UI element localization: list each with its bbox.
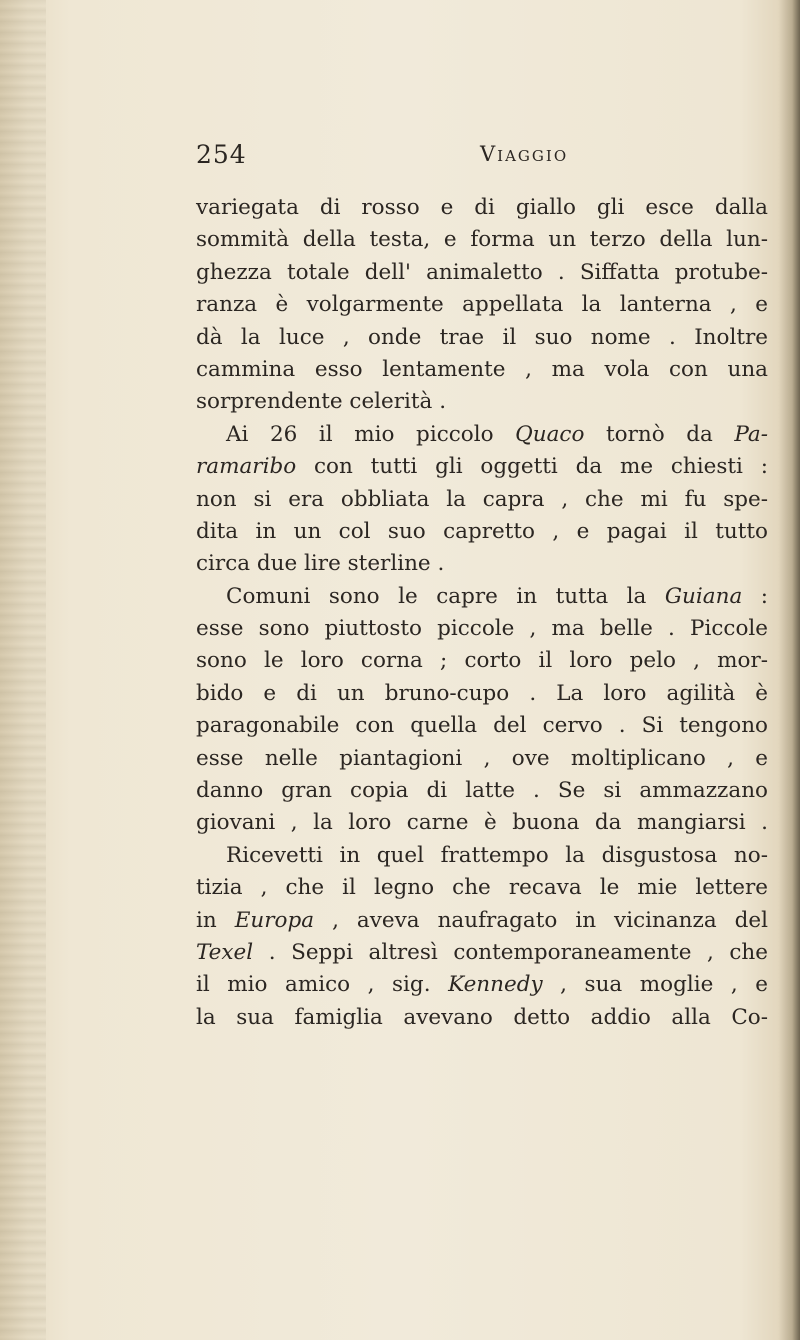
text-line (196, 548, 768, 580)
text-line (196, 678, 768, 710)
text-span: circa due lire sterline . (196, 551, 445, 577)
page-number: 254 (196, 140, 247, 169)
text-span: , sua moglie , e (542, 972, 768, 998)
italic-text: Quaco (515, 421, 585, 447)
italic-text: ramaribo (196, 454, 297, 480)
text-line (196, 905, 768, 937)
text-span: esse sono piuttosto piccole , ma belle . Piccole (196, 616, 768, 642)
text-line (196, 354, 768, 386)
text-line (196, 322, 768, 354)
text-line (196, 419, 768, 451)
italic-text: Pa- (734, 421, 768, 447)
text-span: il mio amico , sig. (196, 972, 449, 998)
text-line (196, 613, 768, 645)
text-span: sono le loro corna ; corto il loro pelo , mor- (196, 648, 768, 674)
text-span: giovani , la loro carne è buona da mangiarsi . (196, 810, 768, 836)
text-line (196, 807, 768, 839)
text-span: bido e di un bruno-cupo . La loro agilità è (196, 680, 768, 706)
text-line (196, 840, 768, 872)
text-span: Comuni sono le capre in tutta la (226, 583, 665, 609)
running-head: Viaggio (480, 142, 569, 166)
text-line (196, 937, 768, 969)
text-line (196, 484, 768, 516)
page-header (196, 140, 756, 180)
text-line (196, 386, 768, 418)
text-span: non si era obbliata la capra , che mi fu spe- (196, 486, 768, 512)
text-span: : (742, 583, 769, 609)
text-span: la sua famiglia avevano detto addio alla Co- (196, 1004, 768, 1030)
text-line (196, 872, 768, 904)
text-span: con tutti gli oggetti da me chiesti : (296, 454, 768, 480)
page-edge-shadow (778, 0, 800, 1340)
text-span: Ricevetti in quel frattempo la disgustosa no- (226, 842, 768, 868)
text-span: variegata di rosso e di giallo gli esce dalla (196, 195, 768, 220)
text-line (196, 775, 768, 807)
italic-text: Kennedy (448, 972, 543, 998)
text-line (196, 743, 768, 775)
text-span: Ai 26 il mio piccolo (226, 421, 516, 447)
body-text (196, 192, 768, 1034)
text-span: sommità della testa, e forma un terzo della lun- (196, 227, 768, 253)
text-line (196, 969, 768, 1001)
page-gutter-shadow (0, 0, 46, 1340)
text-span: esse nelle piantagioni , ove moltiplicano , e (196, 745, 768, 771)
text-span: tornò da (584, 421, 735, 447)
text-line (196, 1002, 768, 1034)
text-line (196, 192, 768, 224)
text-line (196, 451, 768, 483)
text-line (196, 581, 768, 613)
text-span: paragonabile con quella del cervo . Si tengono (196, 713, 768, 739)
text-line (196, 710, 768, 742)
text-span: tizia , che il legno che recava le mie lettere (196, 875, 768, 901)
text-line (196, 516, 768, 548)
text-line (196, 289, 768, 321)
italic-text: Guiana (664, 583, 743, 609)
text-span: sorprendente celerità . (196, 389, 447, 415)
text-span: ghezza totale dell' animaletto . Siffatta protube- (196, 259, 768, 285)
text-span: cammina esso lentamente , ma vola con una (196, 356, 768, 382)
text-span: , aveva naufragato in vicinanza del (314, 907, 769, 933)
text-line (196, 257, 768, 289)
text-span: ranza è volgarmente appellata la lanterna , e (196, 292, 768, 318)
text-span: dà la luce , onde trae il suo nome . Inoltre (196, 324, 768, 350)
italic-text: Texel (196, 939, 254, 965)
text-span: in (196, 907, 235, 933)
italic-text: Europa (234, 907, 315, 933)
text-line (196, 645, 768, 677)
text-span: dita in un col suo capretto , e pagai il tutto (196, 518, 768, 544)
text-span: . Seppi altresì contemporaneamente , che (253, 939, 768, 965)
text-span: danno gran copia di latte . Se si ammazzano (196, 778, 768, 804)
text-line (196, 224, 768, 256)
